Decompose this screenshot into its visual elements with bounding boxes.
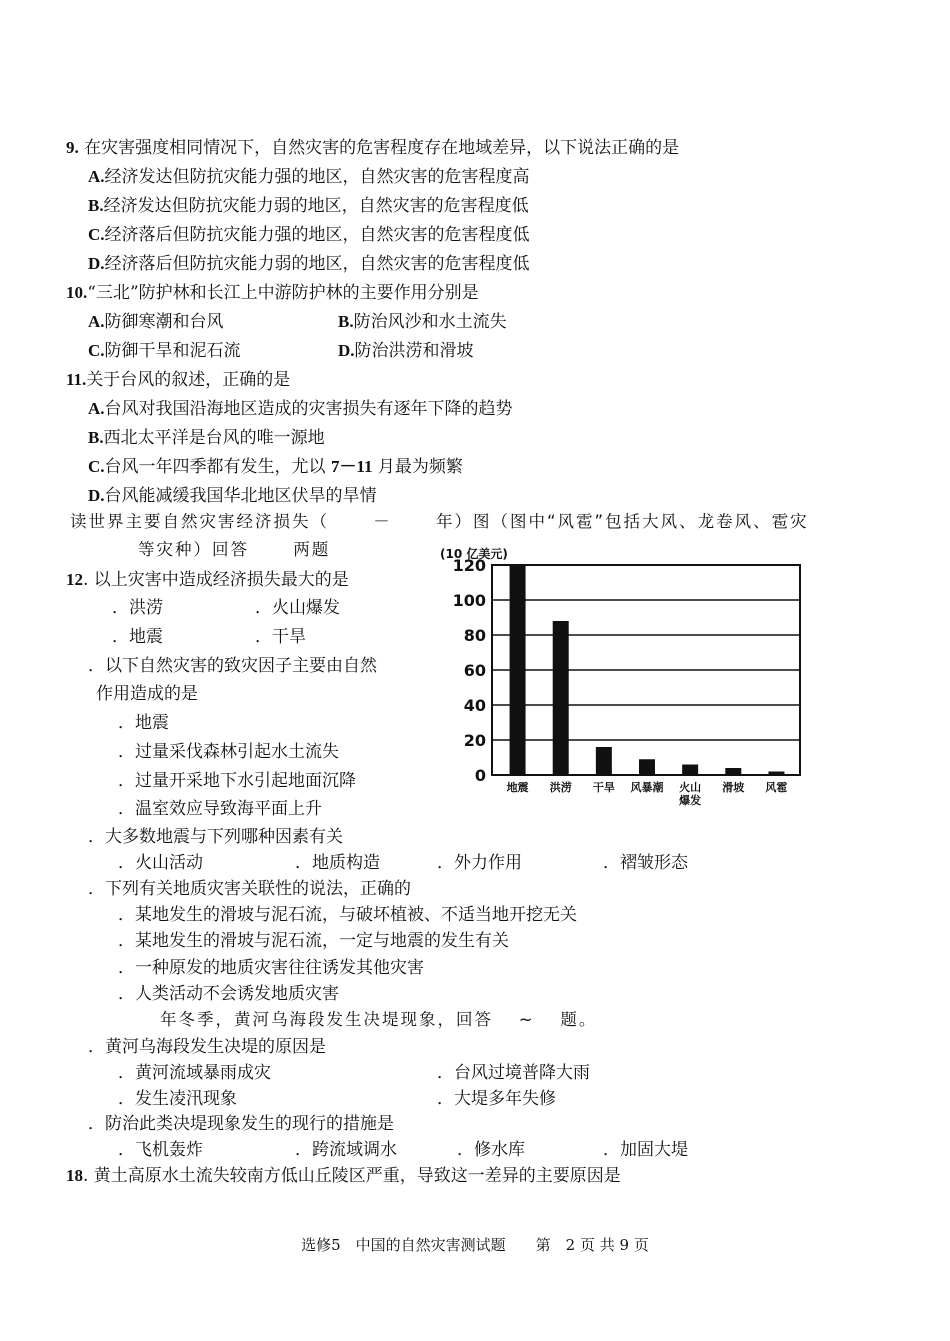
- chart-x-tick-label: 火山爆发: [679, 781, 702, 807]
- chart-bar: [682, 765, 698, 776]
- option-text: 经济发达但防抗灾能力强的地区，自然灾害的危害程度高: [104, 167, 530, 187]
- option-text: 经济发达但防抗灾能力弱的地区，自然灾害的危害程度低: [103, 196, 529, 216]
- flood-intro: 年冬季，黄河乌海段发生决堤现象，回答 ~ 题。: [160, 1010, 598, 1029]
- q18-stem-text: . 黄土高原水土流失较南方低山丘陵区严重，导致这一差异的主要原因是: [83, 1166, 621, 1186]
- q9-option-d: [88, 253, 530, 275]
- q16-option-b: ．台风过境普降大雨: [437, 1063, 590, 1083]
- option-text: 防御干旱和泥石流: [104, 341, 241, 361]
- q10-option-a: [88, 311, 224, 333]
- chart-bar: [596, 747, 612, 775]
- option-key: D.: [88, 486, 105, 505]
- chart-y-unit-label: (10 亿美元): [440, 547, 508, 561]
- q17-option-c: ．修水库: [457, 1140, 525, 1160]
- q9-option-a: [88, 166, 530, 188]
- q14-stem: ．大多数地震与下列哪种因素有关: [88, 827, 343, 847]
- option-text: 防御寒潮和台风: [104, 312, 224, 332]
- q9-stem: [66, 137, 679, 159]
- chart-y-tick-label: 120: [452, 556, 486, 575]
- q13-option-c: ．过量开采地下水引起地面沉降: [118, 771, 356, 791]
- chart-bar: [639, 759, 655, 775]
- chart-y-tick-label: 20: [463, 731, 486, 750]
- option-text: 经济落后但防抗灾能力强的地区，自然灾害的危害程度低: [104, 225, 530, 245]
- q12-number: 12: [66, 570, 83, 589]
- q10-option-c: [88, 340, 241, 362]
- q18-stem: [66, 1165, 621, 1187]
- chart-x-tick-label: 地震: [506, 781, 529, 794]
- q12-option-b: ．火山爆发: [255, 598, 340, 618]
- q9-option-b: [88, 195, 529, 217]
- q15-stem: ．下列有关地质灾害关联性的说法，正确的: [88, 879, 411, 899]
- option-key: C.: [88, 225, 105, 244]
- chart-y-tick-label: 80: [463, 626, 486, 645]
- q12-option-a: ．洪涝: [112, 598, 163, 618]
- q10-option-d: [338, 340, 474, 362]
- q15-option-d: ．人类活动不会诱发地质灾害: [118, 984, 339, 1004]
- q11-stem: [66, 369, 290, 391]
- option-key: D.: [338, 341, 355, 360]
- q16-stem: ．黄河乌海段发生决堤的原因是: [88, 1037, 326, 1057]
- q13-stem-line2: 作用造成的是: [96, 684, 198, 704]
- q17-option-d: ．加固大堤: [603, 1140, 688, 1160]
- option-text: 台风一年四季都有发生，尤以: [104, 457, 331, 477]
- option-key: A.: [88, 399, 105, 418]
- q14-option-a: ．火山活动: [118, 853, 203, 873]
- q16-option-a: ．黄河流域暴雨成灾: [118, 1063, 271, 1083]
- page-footer: 选修5 中国的自然灾害测试题 第 2 页 共 9 页: [301, 1236, 649, 1254]
- q18-number: 18: [66, 1166, 83, 1185]
- q11-option-a: [88, 398, 513, 420]
- q11-option-b: [88, 427, 325, 449]
- q15-option-c: ．一种原发的地质灾害往往诱发其他灾害: [118, 958, 424, 978]
- q10-option-b: [338, 311, 507, 333]
- chart-y-tick-label: 100: [452, 591, 486, 610]
- q14-option-b: ．地质构造: [295, 853, 380, 873]
- q15-option-a: ．某地发生的滑坡与泥石流，与破坏植被、不适当地开挖无关: [118, 905, 577, 925]
- q9-stem-text: 在灾害强度相同情况下，自然灾害的危害程度存在地域差异，以下说法正确的是: [84, 138, 680, 158]
- chart-bar: [553, 621, 569, 775]
- chart-grid: [492, 565, 800, 775]
- month-range: 7－11: [330, 457, 373, 476]
- option-text: 月最为频繁: [372, 457, 463, 477]
- q11-option-d: [88, 485, 377, 507]
- q12-option-d: ．干旱: [255, 627, 306, 647]
- option-text: 防治风沙和水土流失: [353, 312, 507, 332]
- option-key: D.: [88, 254, 105, 273]
- chart-y-tick-label: 40: [463, 696, 486, 715]
- q9-option-c: [88, 224, 530, 246]
- q10-stem: [66, 282, 479, 304]
- q12-option-c: ．地震: [112, 627, 163, 647]
- chart-bar: [725, 768, 741, 775]
- chart-bar: [510, 565, 526, 775]
- q9-number: 9.: [66, 138, 79, 157]
- q11-option-c: [88, 456, 463, 478]
- q15-option-b: ．某地发生的滑坡与泥石流，一定与地震的发生有关: [118, 931, 509, 951]
- q11-stem-text: 关于台风的叙述，正确的是: [86, 370, 291, 390]
- q14-option-c: ．外力作用: [437, 853, 522, 873]
- option-key: C.: [88, 457, 105, 476]
- chart-y-tick-label: 0: [474, 766, 486, 785]
- q17-option-b: ．跨流域调水: [295, 1140, 397, 1160]
- option-key: A.: [88, 167, 105, 186]
- q13-option-a: ．地震: [118, 713, 169, 733]
- option-text: 防治洪涝和滑坡: [354, 341, 474, 361]
- option-text: 经济落后但防抗灾能力弱的地区，自然灾害的危害程度低: [104, 254, 530, 274]
- option-key: C.: [88, 341, 105, 360]
- chart-x-tick-label: 干旱: [592, 781, 615, 794]
- q12-stem-text: . 以上灾害中造成经济损失最大的是: [83, 570, 349, 590]
- q17-stem: ．防治此类决堤现象发生的现行的措施是: [88, 1114, 394, 1134]
- chart-x-tick-label: 滑坡: [722, 781, 745, 794]
- option-text: 台风能减缓我国华北地区伏旱的旱情: [104, 486, 377, 506]
- q13-option-b: ．过量采伐森林引起水土流失: [118, 742, 339, 762]
- q17-option-a: ．飞机轰炸: [118, 1140, 203, 1160]
- q16-option-c: ．发生凌汛现象: [118, 1089, 237, 1109]
- chart-x-tick-label: 洪涝: [549, 781, 572, 794]
- chart-x-tick-label: 风暴潮: [630, 781, 664, 794]
- q14-option-d: ．褶皱形态: [603, 853, 688, 873]
- option-text: 台风对我国沿海地区造成的灾害损失有逐年下降的趋势: [104, 399, 513, 419]
- q12-stem: [66, 569, 349, 591]
- chart-y-ticks: [453, 556, 486, 785]
- q13-option-d: ．温室效应导致海平面上升: [118, 799, 322, 819]
- option-key: A.: [88, 312, 105, 331]
- chart-intro-line2: 等灾种）回答 两题: [138, 540, 331, 559]
- q10-stem-text: “三北”防护林和长江上中游防护林的主要作用分别是: [87, 283, 479, 303]
- option-key: B.: [338, 312, 354, 331]
- chart-y-tick-label: 60: [463, 661, 486, 680]
- q10-number: 10.: [66, 283, 88, 302]
- q13-stem-line1: ．以下自然灾害的致灾因子主要由自然: [88, 656, 377, 676]
- q11-number: 11.: [66, 370, 87, 389]
- option-text: 西北太平洋是台风的唯一源地: [103, 428, 325, 448]
- chart-x-ticks: [507, 780, 788, 807]
- option-key: B.: [88, 428, 104, 447]
- chart-x-tick-label: 风雹: [765, 781, 788, 794]
- q16-option-d: ．大堤多年失修: [437, 1089, 556, 1109]
- chart-intro-line1: 读世界主要自然灾害经济损失（ － 年）图（图中“风雹”包括大风、龙卷风、雹灾: [70, 512, 809, 531]
- disaster-loss-bar-chart: [438, 545, 808, 815]
- option-key: B.: [88, 196, 104, 215]
